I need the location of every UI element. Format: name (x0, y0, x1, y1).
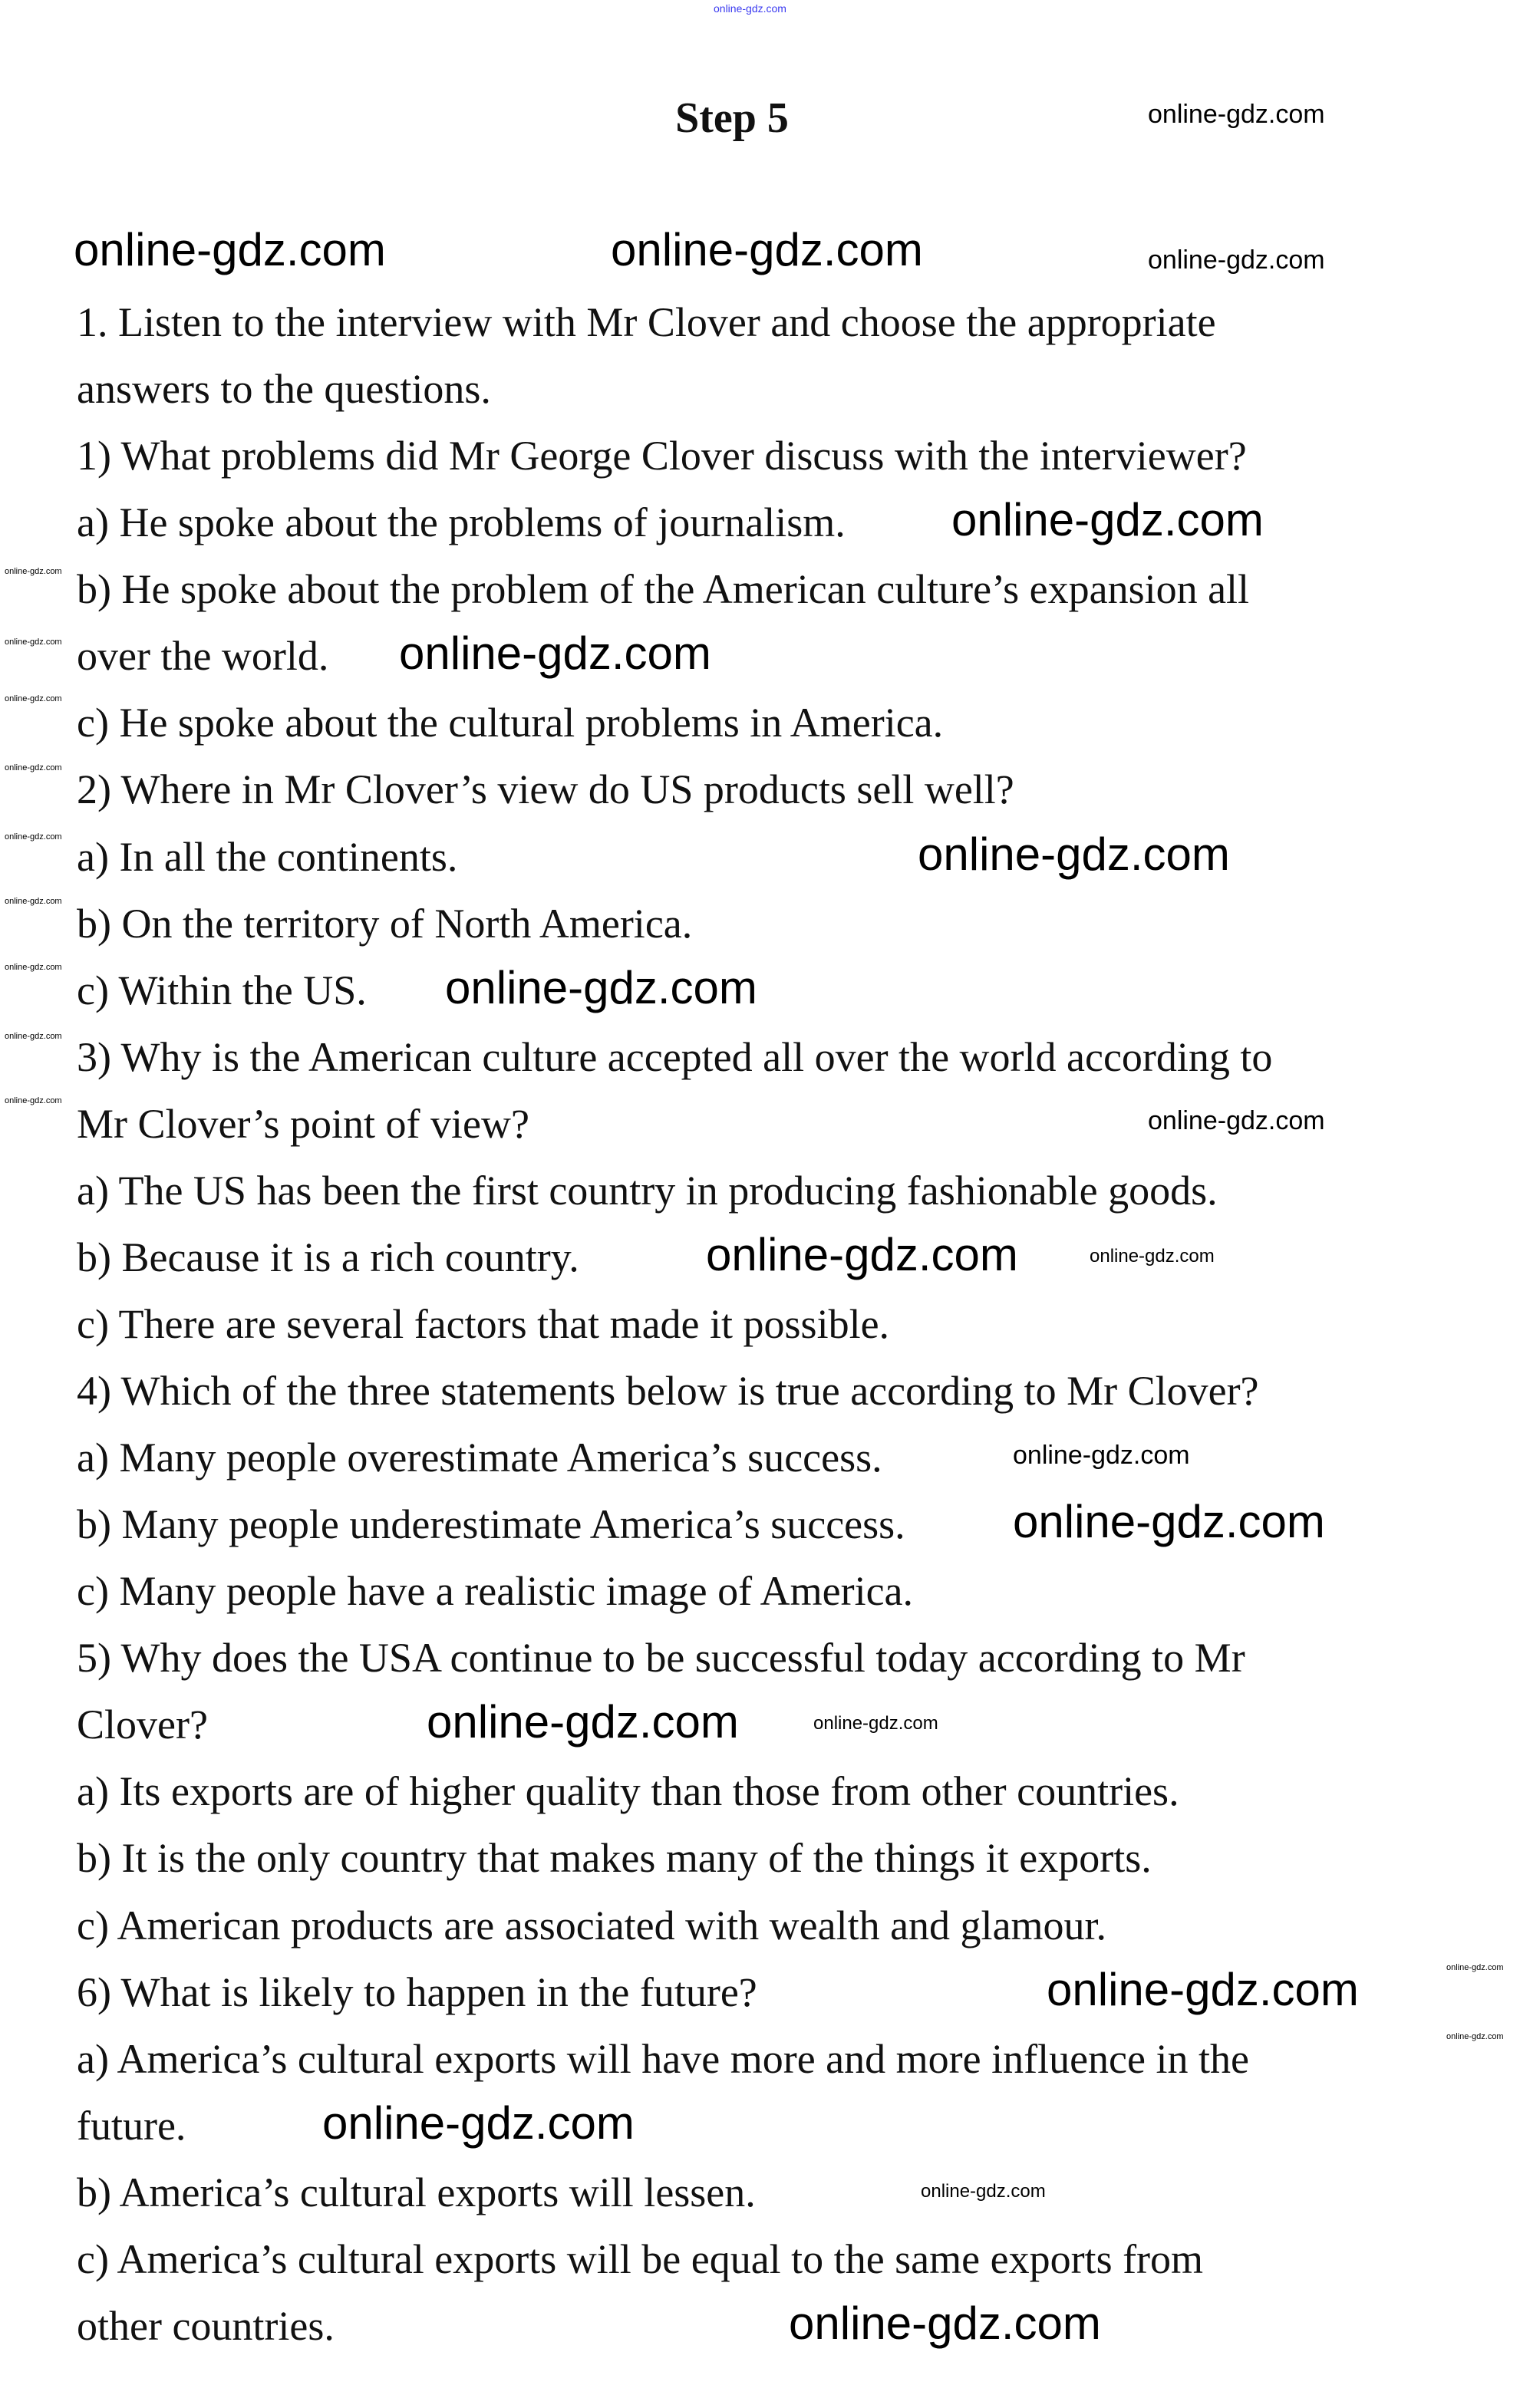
text-line-content: b) He spoke about the problem of the American culture’s expansion all (77, 566, 1250, 613)
text-line-content: c) He spoke about the cultural problems in America. (77, 700, 944, 746)
watermark: online-gdz.com (1013, 1441, 1190, 1470)
text-line (77, 1558, 1272, 1625)
text-line (77, 891, 1272, 957)
text-line-content: a) Many people overestimate America’s success. (77, 1435, 882, 1481)
text-line-content: c) There are several factors that made it possible. (77, 1300, 890, 1347)
watermark: online-gdz.com (5, 567, 62, 576)
text-line (77, 289, 1272, 356)
page-title: Step 5 (675, 94, 789, 142)
text-line (77, 1158, 1272, 1224)
text-line-content: a) The US has been the first country in producing fashionable goods. (77, 1167, 1218, 1214)
watermark: online-gdz.com (1446, 1963, 1504, 1972)
watermark: online-gdz.com (5, 963, 62, 972)
text-line-content: other countries. (77, 2302, 335, 2349)
text-line-content: c) America’s cultural exports will be equal to the same exports from (77, 2235, 1204, 2282)
text-line (77, 756, 1272, 823)
text-line (77, 1758, 1272, 1825)
watermark: online-gdz.com (5, 637, 62, 647)
text-line (77, 1091, 1272, 1158)
watermark: online-gdz.com (5, 1096, 62, 1105)
watermark: online-gdz.com (5, 832, 62, 842)
watermark: online-gdz.com (611, 224, 923, 275)
watermark: online-gdz.com (706, 1229, 1018, 1280)
watermark: online-gdz.com (951, 494, 1264, 545)
text-line (77, 1892, 1272, 1959)
text-line-content: b) Because it is a rich country. (77, 1234, 579, 1280)
watermark: online-gdz.com (427, 1696, 739, 1748)
text-line-content: a) In all the continents. (77, 833, 458, 880)
text-line-content: a) Its exports are of higher quality than those from other countries. (77, 1768, 1179, 1815)
text-line-content: 2) Where in Mr Clover’s view do US products sell well? (77, 766, 1014, 813)
text-line (77, 556, 1272, 623)
text-line (77, 2026, 1272, 2093)
text-line (77, 356, 1272, 423)
text-line-content: a) America’s cultural exports will have more and more influence in the (77, 2035, 1249, 2082)
text-line (77, 1625, 1272, 1692)
text-line-content: b) On the territory of North America. (77, 900, 693, 947)
text-line (77, 1358, 1272, 1425)
watermark: online-gdz.com (5, 694, 62, 703)
exercise-text (77, 289, 1272, 2360)
watermark: online-gdz.com (918, 828, 1230, 880)
watermark: online-gdz.com (74, 224, 386, 275)
text-line (77, 1825, 1272, 1892)
text-line (77, 2093, 1272, 2159)
watermark: online-gdz.com (1148, 1106, 1325, 1135)
watermark: online-gdz.com (322, 2097, 635, 2149)
text-line (77, 690, 1272, 756)
text-line-content: 1) What problems did Mr George Clover discuss with the interviewer? (77, 433, 1247, 479)
watermark: online-gdz.com (813, 1713, 938, 1734)
watermark: online-gdz.com (1047, 1964, 1359, 2015)
text-line-content: answers to the questions. (77, 366, 491, 413)
text-line-content: b) It is the only country that makes many of the things it exports. (77, 1835, 1152, 1882)
text-line (77, 2226, 1272, 2293)
text-line-content: 6) What is likely to happen in the future? (77, 1968, 757, 2015)
text-line (77, 1024, 1272, 1091)
text-line-content: b) America’s cultural exports will lessen. (77, 2169, 756, 2215)
text-line-content: b) Many people underestimate America’s success. (77, 1501, 905, 1548)
watermark: online-gdz.com (445, 962, 757, 1013)
text-line-content: a) He spoke about the problems of journalism. (77, 499, 846, 546)
text-line-content: 4) Which of the three statements below is true according to Mr Clover? (77, 1368, 1259, 1414)
text-line-content: Clover? (77, 1701, 208, 1748)
text-line-content: c) Within the US. (77, 967, 367, 1013)
watermark: online-gdz.com (1148, 100, 1325, 129)
watermark: online-gdz.com (5, 897, 62, 906)
text-line (77, 1291, 1272, 1358)
watermark: online-gdz.com (5, 1032, 62, 1041)
watermark: online-gdz.com (1090, 1246, 1215, 1267)
watermark: online-gdz.com (1013, 1496, 1325, 1547)
text-line-content: Mr Clover’s point of view? (77, 1100, 529, 1147)
watermark: online-gdz.com (399, 628, 711, 679)
text-line-content: 3) Why is the American culture accepted all over the world according to (77, 1033, 1273, 1080)
watermark: online-gdz.com (5, 763, 62, 772)
text-line (77, 423, 1272, 489)
text-line-content: 5) Why does the USA continue to be successful today according to Mr (77, 1635, 1245, 1682)
watermark: online-gdz.com (1446, 2032, 1504, 2041)
text-line-content: c) Many people have a realistic image of America. (77, 1568, 914, 1615)
text-line-content: 1. Listen to the interview with Mr Clover and choose the appropriate (77, 299, 1216, 345)
watermark: online-gdz.com (789, 2298, 1101, 2349)
text-line-content: over the world. (77, 633, 329, 680)
watermark: online-gdz.com (714, 2, 786, 15)
text-line (77, 2159, 1272, 2226)
text-line-content: c) American products are associated with wealth and glamour. (77, 1902, 1107, 1948)
watermark: online-gdz.com (1148, 245, 1325, 275)
watermark: online-gdz.com (921, 2181, 1046, 2202)
text-line-content: future. (77, 2102, 186, 2149)
